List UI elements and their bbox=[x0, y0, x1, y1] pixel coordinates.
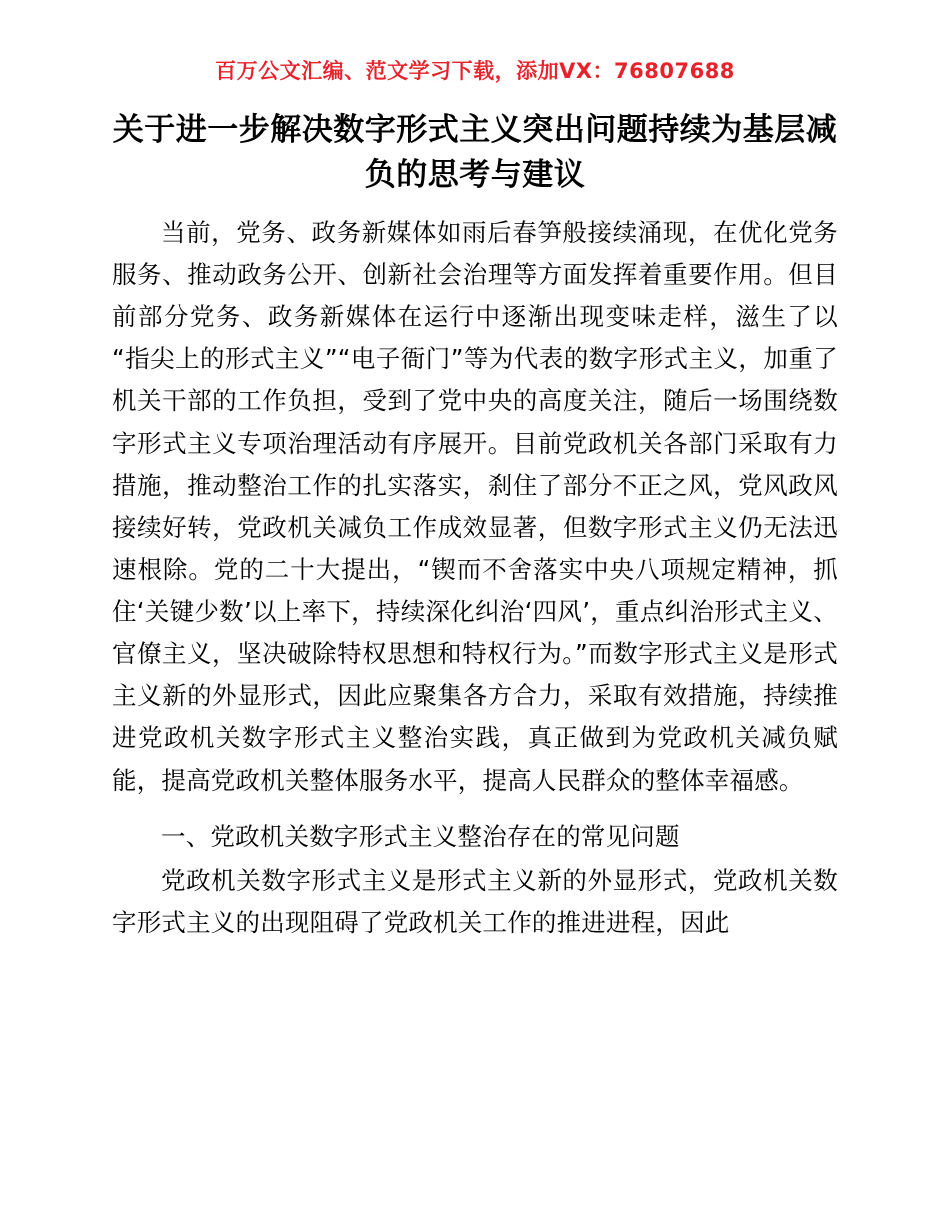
section-heading-1: 一、党政机关数字形式主义整治存在的常见问题 bbox=[161, 821, 680, 851]
paragraph-section-1-body: 党政机关数字形式主义是形式主义新的外显形式，党政机关数字形式主义的出现阻碍了党政机关工作的推进进程，因此 bbox=[112, 865, 838, 937]
document-body bbox=[112, 108, 838, 944]
paragraph-intro: 当前，党务、政务新媒体如雨后春笋般接续涌现，在优化党务服务、推动政务公开、创新社会治理等方面发挥着重要作用。但目前部分党务、政务新媒体在运行中逐渐出现变味走样，滋生了以“指尖上的形式主义”“电子衙门”等为代表的数字形式主义，加重了机关干部的工作负担，受到了党中央的高度关注，随后一场围绕数字形式主义专项治理活动有序展开。目前党政机关各部门采取有力措施，推动整治工作的扎实落实，刹住了部分不正之风，党风政风接续好转，党政机关减负工作成效显著，但数字形式主义仍无法迅速根除。党的二十大提出，“锲而不舍落实中央八项规定精神，抓住‘关键少数’以上率下，持续深化纠治‘四风’，重点纠治形式主义、官僚主义，坚决破除特权思想和特权行为。”而数字形式主义是形式主义新的外显形式，因此应聚集各方合力，采取有效措施，持续推进党政机关数字形式主义整治实践，真正做到为党政机关减负赋能，提高党政机关整体服务水平，提高人民群众的整体幸福感。 bbox=[112, 217, 838, 795]
watermark-banner: 百万公文汇编、范文学习下载，添加VX：76807688 bbox=[215, 59, 735, 83]
document-title: 关于进一步解决数字形式主义突出问题持续为基层减负的思考与建议 bbox=[112, 112, 838, 193]
